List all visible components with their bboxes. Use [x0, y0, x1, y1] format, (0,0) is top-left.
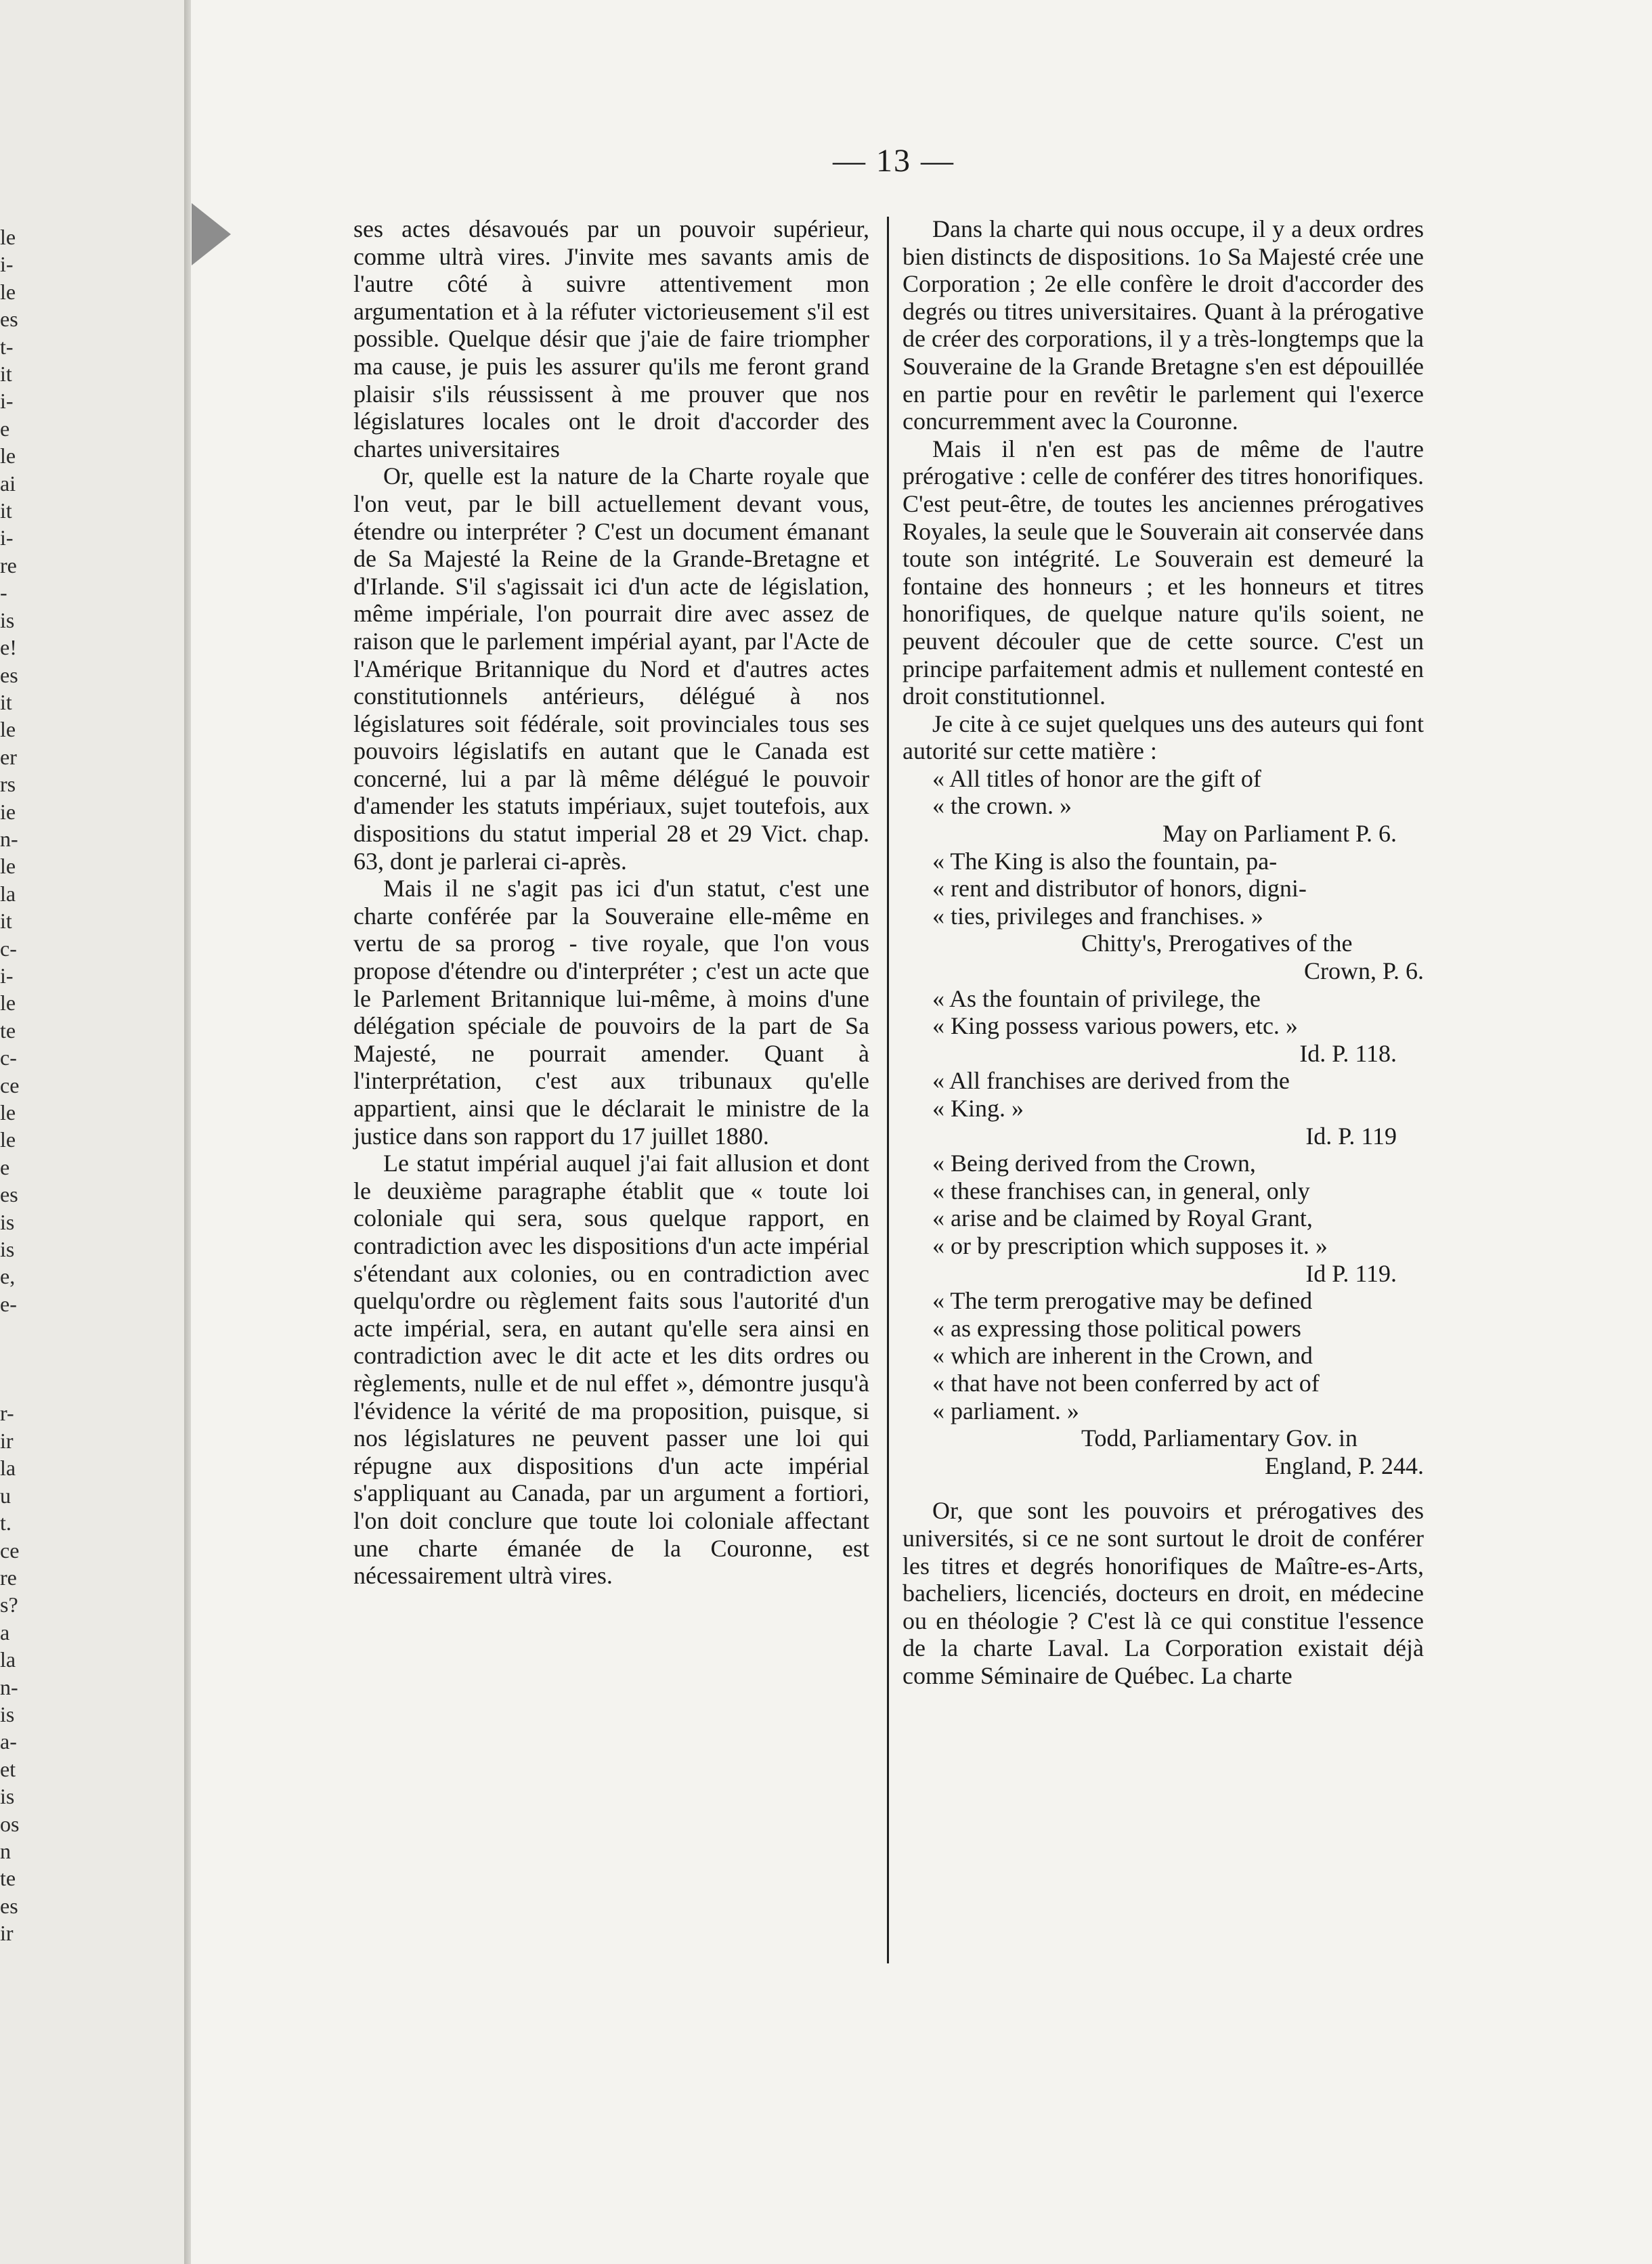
fragment-line: le [0, 990, 16, 1016]
quote-line: « arise and be claimed by Royal Grant, [932, 1204, 1313, 1232]
fragment-line: ce [0, 1538, 20, 1563]
fragment-line: re [0, 1565, 17, 1590]
fragment-line: is [0, 607, 15, 632]
quote-line: « Being derived from the Crown, [932, 1150, 1256, 1177]
fragment-line: le [0, 443, 16, 469]
quote-line: « King. » [932, 1095, 1024, 1122]
citation: May on Parliament P. 6. [1162, 820, 1397, 848]
fragment-line: e, [0, 1264, 16, 1289]
page-fold [184, 0, 191, 2264]
quote-line: « As the fountain of privilege, the [932, 984, 1261, 1012]
citation: Id. P. 119 [1305, 1122, 1397, 1150]
fragment-line: ce [0, 1072, 20, 1097]
fragment-line: le [0, 279, 16, 304]
paragraph: Je cite à ce sujet quelques uns des auteurs qui font autorité sur cette matière : [903, 710, 1424, 765]
fragment-line: os [0, 1811, 20, 1836]
fragment-line: is [0, 1784, 15, 1809]
fragment-line: es [0, 1893, 18, 1918]
fragment-line: er [0, 744, 17, 769]
fragment-line: es [0, 1182, 18, 1207]
citation: Id P. 119. [1305, 1259, 1397, 1287]
fragment-line: re [0, 552, 17, 578]
fragment-line: c- [0, 936, 17, 961]
right-text-column [903, 215, 1424, 1689]
fragment-line: it [0, 362, 12, 387]
paragraph: Or, quelle est la nature de la Charte royale que l'on veut, par le bill actuellement devant vous, étendre ou interpréter ? C'est un document émanant de Sa Majesté la Reine de la Grande-Bretagne et d'Irlande. S'il s'agissait ici d'un acte de législation, même impériale, l'on pourrait dire avec assez de raison que le parlement impérial ayant, par l'Acte de l'Amérique Britannique du Nord et d'autres actes constitutionnels antérieurs, délégué à nos législatures soit fédérale, soit provinciales tous ses pouvoirs législatifs en autant que le Canada est concerné, lui a par là même délégué le pouvoir d'amender les statuts impériaux, sujet toutefois, aux dispositions du statut imperial 28 et 29 Vict. chap. 63, dont je parlerai ci-après. [353, 462, 869, 875]
fragment-line: i- [0, 252, 14, 277]
fragment-line: le [0, 225, 16, 249]
fragment-line: n- [0, 1674, 18, 1699]
fragment-line: s? [0, 1592, 18, 1617]
quote-line: « King possess various powers, etc. » [932, 1012, 1298, 1040]
quote-line: « The King is also the fountain, pa- [932, 847, 1278, 875]
fragment-line: is [0, 1209, 15, 1234]
fragment-line: is [0, 1237, 15, 1262]
fragment-line: rs [0, 772, 16, 797]
fragment-line: a [0, 1619, 10, 1645]
fragment-line: u [0, 1483, 11, 1508]
adjacent-page-text-fragments [0, 223, 43, 1947]
closing-paragraph: Or, que sont les pouvoirs et prérogatives des universités, si ce ne sont surtout le droit de conférer les titres et degrés honorifiques de Maître-es-Arts, bacheliers, licenciés, docteurs en droit, en médecine ou en théologie ? C'est là ce qui constitue l'essence de la charte Laval. La Corporation existait déjà comme Séminaire de Québec. La charte [903, 1497, 1424, 1689]
paragraph: Mais il ne s'agit pas ici d'un statut, c'est une charte conférée par la Souveraine elle-même en vertu de sa prorog - tive royale, que l'on vous propose d'étendre ou d'interpréter ; c'est un acte que le Parlement Britannique lui-même, à moins d'une délégation spéciale de pouvoirs de la part de Sa Majesté, ne pourrait amender. Quant à l'interprétation, c'est aux tribunaux qu'elle appartient, ainsi que le déclarait le ministre de la justice dans son rapport du 17 juillet 1880. [353, 875, 869, 1150]
adjacent-page-strip [0, 0, 187, 2264]
fragment-line: la [0, 1456, 16, 1481]
fragment-line: ai [0, 471, 16, 496]
fragment-line: e- [0, 1291, 17, 1316]
fragment-line: n- [0, 826, 18, 851]
fragment-line: r- [0, 1401, 14, 1426]
fragment-line: - [0, 580, 7, 605]
fragment-line: te [0, 1018, 16, 1043]
fragment-line: e [0, 416, 10, 441]
citation: Todd, Parliamentary Gov. in [1081, 1424, 1358, 1452]
fragment-line: es [0, 662, 18, 687]
fragment-line: i- [0, 525, 14, 550]
fragment-line: la [0, 1647, 16, 1672]
citation: Id. P. 118. [1299, 1039, 1397, 1067]
quote-line: « All titles of honor are the gift of [932, 764, 1261, 792]
fragment-line: ir [0, 1921, 14, 1946]
fragment-line: t. [0, 1510, 12, 1536]
citation: Crown, P. 6. [1303, 957, 1424, 985]
paragraph: Le statut impérial auquel j'ai fait allusion et dont le deuxième paragraphe établit que « toute loi coloniale qui sera, sous quelque rapport, en contradiction avec les dispositions d'un acte impérial s'étendant aux colonies, ou en contradiction avec quelqu'ordre ou règlement faits sous l'autorité d'un acte impérial, sera, en autant qu'elle sera ainsi en contradiction avec le dit acte et les dits ordres ou règlements, nulle et de nul effet », démontre jusqu'à l'évidence la vérité de ma proposition, puisque, si nos législatures ne peuvent passer une loi qui répugne aux dispositions d'un acte impérial s'appliquant au Canada, par un argument a fortiori, l'on doit conclure que toute loi coloniale affectant une charte émanée de la Couronne, est nécessairement ultrà vires. [353, 1150, 869, 1590]
quote-line: « The term prerogative may be defined [932, 1287, 1313, 1315]
quotations-block [903, 765, 1424, 1479]
quote-line: « rent and distributor of honors, digni- [932, 875, 1307, 902]
fragment-line: a- [0, 1729, 17, 1754]
fragment-line: le [0, 717, 16, 742]
paragraph: Mais il n'en est pas de même de l'autre prérogative : celle de conférer des titres honorifiques. C'est peut-être, de toutes les anciennes prérogatives Royales, la seule que le Souverain ait conservée dans toute son intégrité. Le Souverain est demeuré la fontaine des honneurs ; et les honneurs et titres honorifiques, de quelque nature qu'ils soient, ne peuvent découler que de cette source. C'est un principe parfaitement admis et nullement contesté en droit constitutionnel. [903, 435, 1424, 710]
quote-line: « as expressing those political powers [932, 1314, 1301, 1342]
fragment-line: is [0, 1701, 15, 1726]
fragment-line: es [0, 307, 18, 332]
page-corner-marker [192, 203, 231, 265]
column-divider [887, 217, 889, 1963]
quote-line: « parliament. » [932, 1397, 1079, 1424]
quote-line: « which are inherent in the Crown, and [932, 1342, 1313, 1370]
fragment-line: it [0, 498, 12, 523]
fragment-line: ir [0, 1428, 14, 1453]
citation: Chitty's, Prerogatives of the [1081, 930, 1353, 957]
fragment-line [0, 1372, 43, 1399]
paragraph: ses actes désavoués par un pouvoir supérieur, comme ultrà vires. J'invite mes savants amis de l'autre côté à suivre attentivement mon argumentation et à la réfuter victorieusement s'il est possible. Quelque désir que j'aie de faire triompher ma cause, je puis les assurer qu'ils me feront grand plaisir s'ils réussissent à me prouver que nos législatures locales ont le droit d'accorder des chartes universitaires [353, 215, 869, 462]
quote-line: « that have not been conferred by act of [932, 1369, 1320, 1397]
fragment-line: e [0, 1154, 10, 1179]
fragment-line: i- [0, 389, 14, 414]
quote-line: « the crown. » [932, 792, 1072, 820]
quote-line: « ties, privileges and franchises. » [932, 902, 1263, 930]
fragment-line: le [0, 1100, 16, 1125]
quote-line: « or by prescription which supposes it. » [932, 1232, 1328, 1259]
citation: England, P. 244. [1264, 1452, 1424, 1479]
fragment-line: it [0, 689, 12, 714]
fragment-line: it [0, 909, 12, 934]
page-number: — 13 — [833, 143, 955, 179]
fragment-line: t- [0, 334, 14, 359]
left-text-column [353, 215, 869, 1590]
fragment-line: le [0, 854, 16, 879]
fragment-line [0, 1318, 43, 1345]
quote-line: « All franchises are derived from the [932, 1067, 1290, 1095]
fragment-line: te [0, 1866, 16, 1891]
fragment-line: n [0, 1838, 11, 1863]
fragment-line: la [0, 881, 16, 906]
fragment-line: le [0, 1127, 16, 1152]
fragment-line: et [0, 1756, 16, 1781]
fragment-line: e! [0, 635, 17, 660]
fragment-line: c- [0, 1045, 17, 1070]
fragment-line: ie [0, 799, 16, 824]
fragment-line: i- [0, 963, 14, 988]
quote-line: « these franchises can, in general, only [932, 1177, 1310, 1204]
fragment-line [0, 1345, 43, 1372]
paragraph: Dans la charte qui nous occupe, il y a deux ordres bien distincts de dispositions. 1o Sa Majesté crée une Corporation ; 2e elle confère le droit d'accorder des degrés ou titres universitaires. Quant à la prérogative de créer des corporations, il y a très-longtemps que la Souveraine de la Grande Bretagne s'en est dépouillée en partie pour en revêtir le parlement qui l'exerce concurremment avec la Couronne. [903, 215, 1424, 435]
